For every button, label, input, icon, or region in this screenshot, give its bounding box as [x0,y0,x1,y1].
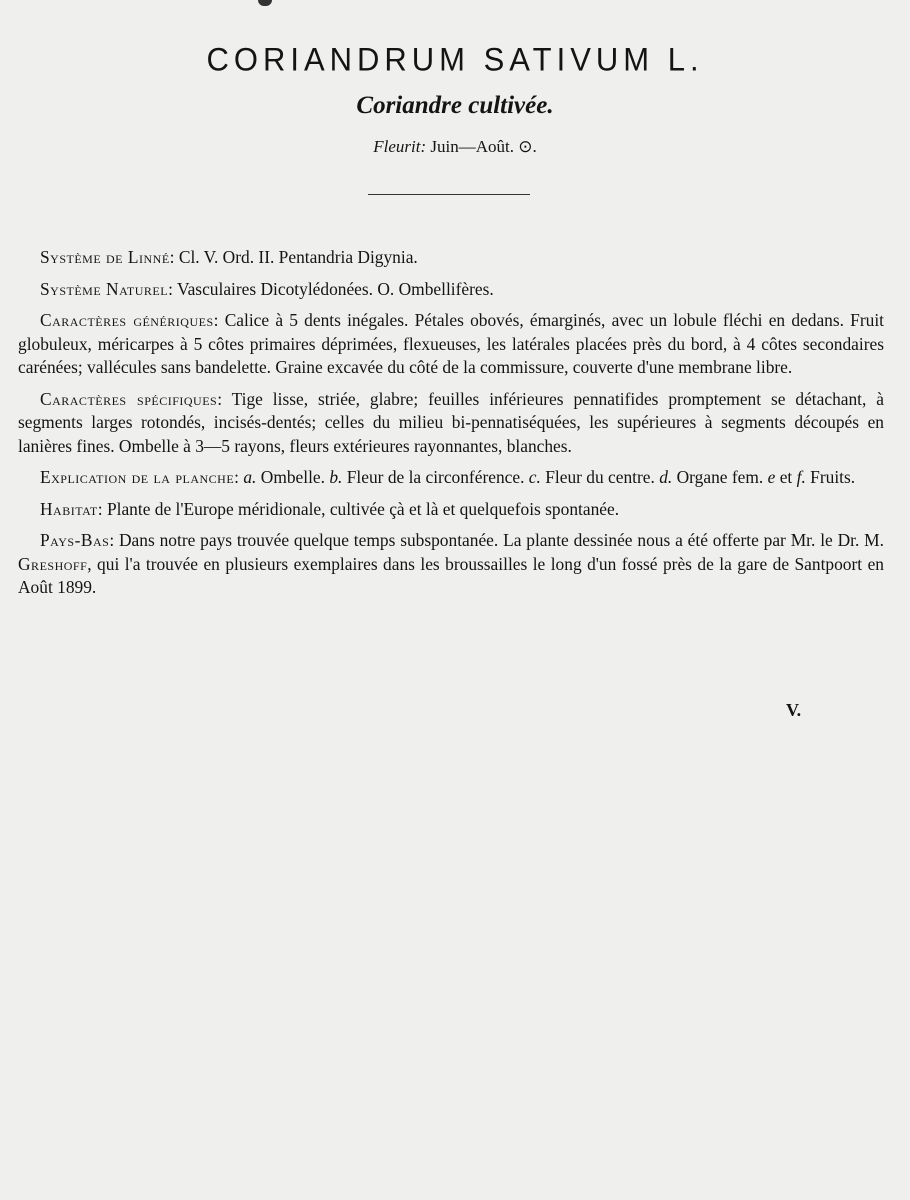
section-label: Pays-Bas [40,530,110,550]
divider-rule [368,194,530,195]
plate-letter: a. [243,467,257,487]
plate-letter: f. [796,467,806,487]
section-text: Dans notre pays trouvée quelque temps subspontanée. La plante dessinée nous a été offerte par Mr. le Dr. M. [119,530,884,550]
plate-letter: b. [329,467,343,487]
page-subtitle: Coriandre cultivée. [356,92,554,119]
flowering-label: Fleurit: [373,137,427,156]
plate-caption: Fruits. [810,467,856,487]
section-generiques: Caractères génériques: Calice à 5 dents inégales. Pétales obovés, émarginés, avec un lobule fléchi en dedans. Fruit globuleux, méricarpes à 5 côtes primaires déprimées, flexueuses, les latérales placées près du bord, à 4 côtes secondaires carénées; vallécules sans bandelette. Graine excavée du côté de la commissure, couverte d'une membrane libre. [18,310,885,377]
plate-caption: Fleur de la circonférence. [346,467,525,487]
author-signature: V. [786,700,802,720]
section-label: Système de Linné [40,247,170,267]
plate-caption: Fleur du centre. [545,467,655,487]
section-pays-bas: Pays-Bas: Dans notre pays trouvée quelque temps subspontanée. La plante dessinée nous a été offerte par Mr. le Dr. M. Greshoff, qui l'a trouvée en plusieurs exemplaires dans les broussailles le long d'un fossé près de la gare de Santpoort en Août 1899. [18,530,884,597]
section-habitat: Habitat: Plante de l'Europe méridionale, cultivée çà et là et quelquefois spontanée. [40,498,620,519]
section-explication: Explication de la planche: a. Ombelle. b. Fleur de la circonférence. c. Fleur du centre. d. Organe fem. e et f. Fruits. [40,467,856,487]
plate-caption: Organe fem. [676,467,764,487]
flowering-value: Juin—Août. ⊙. [430,137,537,156]
section-text: Plante de l'Europe méridionale, cultivée çà et là et quelquefois spontanée. [106,498,620,519]
section-text: , qui l'a trouvée en plusieurs exemplaires dans les broussailles le long d'un fossé près de la gare de Santpoort en Août 1899. [18,553,884,597]
section-naturel: Système Naturel: Vasculaires Dicotylédonées. O. Ombellifères. [40,278,494,299]
plate-conjunction: et [779,467,793,487]
section-text: Calice à 5 dents inégales. Pétales obovés, émarginés, avec un lobule fléchi en dedans. Fruit globuleux, méricarpes à 5 côtes primaires déprimées, flexueuses, les latérales placées près du bord, à 4 côtes secondaires carénées; vallécules sans bandelette. Graine excavée du côté de la commissure, couverte d'une membrane libre. [18,310,885,377]
collector-name: Greshoff [18,553,88,574]
section-label: Système Naturel [40,278,169,299]
section-label: Caractères spécifiques [40,388,218,409]
section-specifiques: Caractères spécifiques: Tige lisse, striée, glabre; feuilles inférieures pennatifides promptement se détachant, à segments larges rotondés, incisés-dentés; celles du milieu bi-pennatiséquées, les supérieures à segments découpés en lanières fines. Ombelle à 3—5 rayons, fleurs extérieures rayonnantes, blanches. [18,388,884,456]
plate-letter: e [767,467,776,487]
description-body [18,246,884,608]
plate-letter: c. [528,467,541,487]
section-linne: Système de Linné: Cl. V. Ord. II. Pentandria Digynia. [40,247,418,267]
plate-caption: Ombelle. [260,467,325,487]
section-label: Habitat [40,498,98,519]
section-text: Cl. V. Ord. II. Pentandria Digynia. [178,247,418,267]
flowering-line [0,137,910,157]
plate-letter: d. [659,467,673,487]
section-text: Tige lisse, striée, glabre; feuilles inférieures pennatifides promptement se détachant, à segments larges rotondés, incisés-dentés; celles du milieu bi-pennatiséquées, les supérieures à segments découpés en lanières fines. Ombelle à 3—5 rayons, fleurs extérieures rayonnantes, blanches. [18,388,884,456]
section-text: Vasculaires Dicotylédonées. O. Ombellifères. [176,278,494,299]
scan-speck [258,0,272,6]
section-label: Caractères génériques [40,310,214,330]
section-label: Explication de la planche [40,467,235,487]
page-title: CORIANDRUM SATIVUM L. [206,41,704,78]
